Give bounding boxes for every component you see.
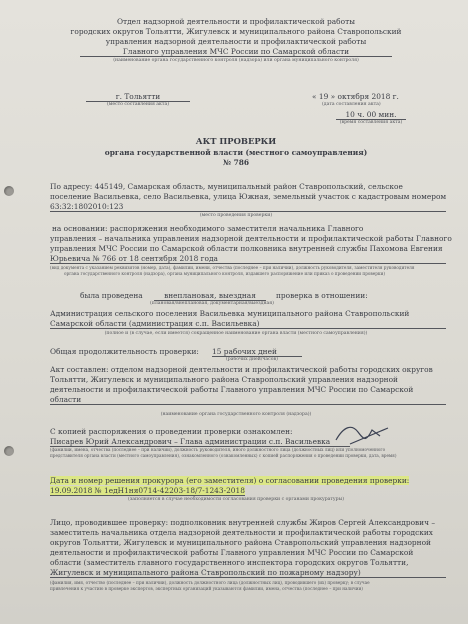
entity-line-1: Администрация сельского поселения Васильевка муниципального района Ставропольский [50, 309, 410, 318]
basis-line-2: управления – начальника управления надзорной деятельности и профилактической работы Главного [50, 234, 452, 243]
city-caption: (место составления акта) [106, 102, 169, 107]
inspector-line-6: Жигулевск и муниципального района Ставропольский по пожарному надзору) [50, 568, 446, 578]
inspector-line-1: Лицо, проводившее проверку: подполковник внутренней службы Жиров Сергей Александрович – [50, 518, 436, 527]
address-line-3: 63:32:1802010:123 [50, 202, 446, 212]
entity-caption: (полное и (в случае, если имеется) сокращенное наименование органа власти (местного самоуправления)) [104, 331, 368, 336]
conducted-label: была проведена [80, 291, 143, 300]
prosecutor-caption: (заполняется в случае необходимости согласования проверки с органами прокуратуры) [127, 497, 345, 502]
familiar-value: Писарев Юрий Александрович – Глава администрации с.п. Васильевка [50, 437, 350, 447]
prosecutor-value: 19.09.2018 № 1едН1ня0714-42203-18/7-1243-2018 [50, 486, 245, 495]
conducted-after: проверка в отношении: [276, 291, 368, 300]
duration-caption: (рабочих дней/часов) [226, 357, 278, 362]
punch-hole-bottom [4, 446, 14, 456]
inspector-caption-1: (фамилия, имя, отчество (последнее – при наличии), должность должностного лица (должностных лиц), проводившего (их) проверку; в случае [50, 580, 370, 585]
inspector-line-2: заместитель начальника отдела надзорной деятельности и профилактической работы городских [50, 528, 433, 537]
address-line-1: По адресу: 445149, Самарская область, муниципальный район Ставропольский, сельское [50, 182, 403, 191]
inspector-caption-2: привлечения к участию в проверке экспертов, экспертных организаций указываются фамилии, имена, отчества (последнее – при наличии) [50, 586, 363, 591]
header-caption: (наименование органа государственного контроля (надзора) или органа муниципального контроля) [113, 58, 359, 63]
act-title: АКТ ПРОВЕРКИ [195, 136, 277, 146]
inspector-line-3: округов Тольятти, Жигулевск и муниципального района Ставропольский управления надзорной [50, 538, 431, 547]
city: г. Тольятти [86, 92, 190, 102]
inspector-line-5: области (заместитель главного государственного инспектора городских округов Тольятти, [50, 558, 409, 567]
address-caption: (место проведения проверки) [199, 213, 273, 218]
act-date: « 19 » октября 2018 г. [312, 92, 399, 101]
composed-line-1: Акт составлен: отделом надзорной деятельности и профилактической работы городских округов [50, 365, 433, 374]
familiar-caption-1: (фамилии, имена, отчества (последнее – при наличии), должность руководителя, иного должностного лица (должностных лиц) или уполномоченного [50, 447, 386, 452]
header-line-2: городских округов Тольятти, Жигулевск и муниципального района Ставропольский [70, 27, 402, 36]
time-caption: (время составления акта) [339, 120, 403, 125]
header-line-4: Главного управления МЧС России по Самарской области [80, 47, 392, 57]
conducted-caption: (плановая/внеплановая, документарная/выездная) [150, 301, 274, 306]
composed-line-2: Тольятти, Жигулевск и муниципального района Ставропольский управления надзорной [50, 375, 398, 384]
act-subtitle: органа государственной власти (местного самоуправления) [104, 148, 368, 157]
composed-caption: (наименование органа государственного контроля (надзора)) [160, 412, 312, 417]
basis-line-1: на основании: распоряжения необходимого заместителя начальника Главного [52, 224, 364, 233]
date-caption: (дата составления акта) [322, 102, 381, 107]
basis-line-3: управления МЧС России по Самарской области полковника внутренней службы Пахомова Евгения [50, 244, 443, 253]
address-line-2: поселение Васильевка, село Васильевка, улица Южная, земельный участок с кадастровым номером [50, 192, 447, 201]
composed-line-4: области [50, 395, 446, 405]
composed-line-3: деятельности и профилактической работы Главного управления МЧС России по Самарской [50, 385, 414, 394]
basis-caption-2: органа государственного контроля (надзора), органа муниципального контроля, издавшего распоряжение или приказ о проведении проверки) [64, 271, 385, 276]
inspector-line-4: деятельности и профилактической работы Главного управления МЧС России по Самарской [50, 548, 414, 557]
act-time: 10 ч. 00 мин. [336, 110, 406, 120]
duration-label: Общая продолжительность проверки: [50, 347, 199, 356]
act-number: № 786 [222, 158, 250, 167]
prosecutor-label: Дата и номер решения прокурора (его заместителя) о согласовании проведения проверки: [50, 476, 410, 485]
conducted-value: внеплановая, выездная [154, 291, 266, 301]
signature-mark [330, 420, 394, 450]
basis-caption-1: (вид документа с указанием реквизитов (номер, дата), фамилии, имени, отчества (последнее – при наличии), должность руководителя, заместителя руководителя [50, 265, 415, 270]
header-line-3: управления надзорной деятельности и профилактической работы [105, 37, 367, 46]
punch-hole-top [4, 186, 14, 196]
familiar-label: С копией распоряжения о проведении проверки ознакомлен: [50, 427, 293, 436]
familiar-caption-2: представителя органа власти (местного самоуправления), ознакомленного (ознакомленных) с копией распоряжения о проведении проверки, дата, время) [50, 453, 397, 458]
header-line-1: Отдел надзорной деятельности и профилактической работы [116, 17, 356, 26]
entity-line-2: Самарской области (администрация с.п. Васильевка) [50, 319, 446, 329]
basis-line-4: Юрьевича № 766 от 18 сентября 2018 года [50, 254, 446, 264]
duration-value: 15 рабочих дней [212, 347, 302, 357]
